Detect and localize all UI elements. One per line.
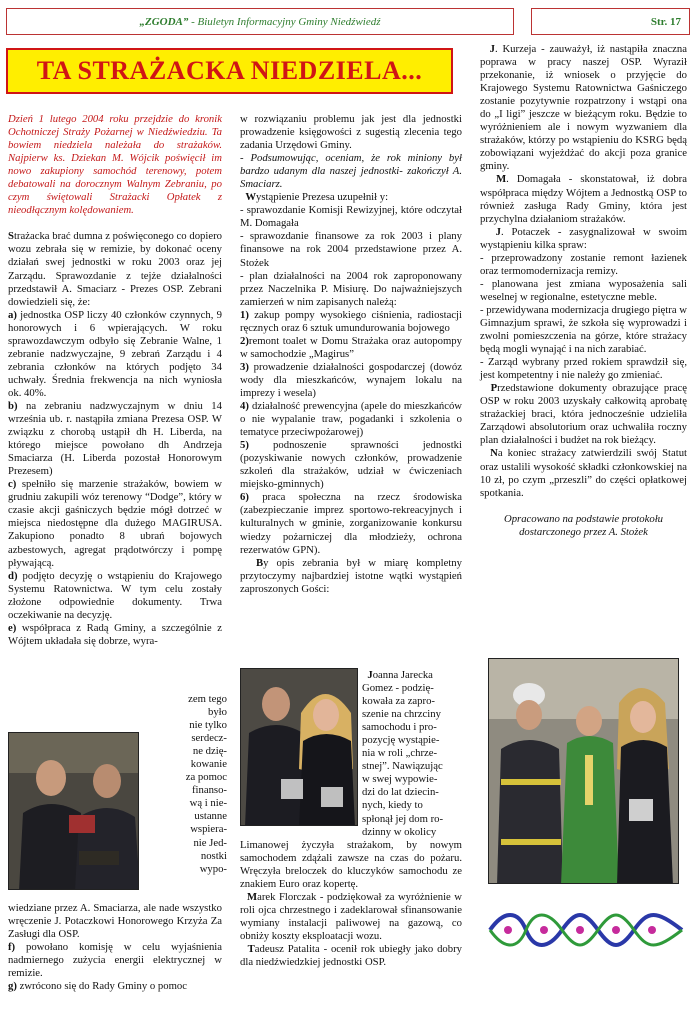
paragraph-text: a koniec strażacy zatwierdzili swój Statut oraz ustalili wysokość składki członkowskiej na 10 zł, po czym „przeszli” do części opłatkowej spotkania. [480,447,688,499]
lead-paragraph: Dzień 1 lutego 2004 roku przejdzie do kronik Ochotniczej Straży Pożarnej w Niedźwiedziu. Ta bowiem niedziela należała do strażaków. Najpierw ks. Dziekan M. Wójcik poświęcił im nowo zakupiony samochód terenowy, potem debatowali na dorocznym Walnym Zebraniu, po czym świętowali Strażacki Opłatek z nieodłącznym kolędowaniem. [8,113,222,217]
list-label: d) [8,569,18,582]
column-1 [8,113,222,648]
wrap-line: wą i nie- [189,797,227,810]
list-item-e [8,622,222,648]
page-number: Str. 17 [650,15,681,28]
paragraph-text: - przewidywana modernizacja drugiego piętra w Gimnazjum sprawi, że szkoła się wyprowadzi i zwolni pomieszczenia na górze, które strażacy będą mogli wynająć i na nich zarabiać. [480,303,687,356]
paragraph-text: - Zarząd wybrany przed rokiem sprawdził się, jest kompetentny i nie należy go zmieniać. [480,356,687,382]
drop-letter: W [245,191,257,204]
wrap-line: nia w roli „chrze- [362,747,438,760]
list-text: jednostka OSP liczy 40 członków czynnych, 9 honorowych i 6 wpierających. W roku sprawozdawczym odbyło się Zebranie Walne, 1 zebranie nadzwyczajne, 9 zebrań Zarządu i 4 zebrania członków na których podjęto 34 uchwały. Średnia frekwencja na nich wyniosła ok. 40%. [8,308,222,399]
wrap-line: Gomez - podzię- [362,682,434,695]
photo-firefighters-priest [488,658,679,884]
list-text: zakup pompy wysokiego ciśnienia, radiostacji ręcznych oraz 6 sztuk umundurowania bojowego [240,308,462,334]
paragraph-text: - plan działalności na 2004 rok zaproponowany przez Naczelnika P. Misiurę. Do najważniejszych zamierzeń w nim zapisanych należą: [240,269,462,308]
wrap-text: oanna Jarecka [372,669,433,681]
photo-image [489,659,679,884]
drop-letter: J [495,225,501,238]
plan-item-5 [240,439,462,491]
wrap-line: spłonął jej dom ro- [362,812,444,825]
plan-item-3 [240,361,462,400]
plan-item-2 [240,335,462,361]
wrap-line: finanso- [191,784,227,797]
list-label: f) [8,941,16,954]
paragraph-text: . Kurzeja - zauważył, iż nastąpiła znaczna poprawa w pracy naszej OSP. Wyraził przekonanie, iż wniosek o przyjęcie do Krajowego Systemu Ratownictwa Gaśniczego zostanie pozytywnie rozpatrzony i wstąpi ona do „I ligi” jeszcze w bieżącym roku. Będzie to wyróżnieniem ale i nowym wyzwaniem dla strażaków, którzy po wstąpieniu do KSRG będą zobowiązani wyjeżdżać do akcji poza granice gminy. [480,43,687,173]
list-label: 4) [240,400,249,413]
paragraph-text: y opis zebrania był w miarę kompletny przytoczymy najbardziej istotne wątki wystąpień zaproszonych Gości: [240,556,462,595]
paragraph-text: . Potaczek - zasygnalizował w swoim wystąpieniu kilka spraw: [480,225,688,251]
paragraph-text: - przeprowadzony zostanie remont łazienek oraz termomodernizacja remizy. [480,251,687,277]
paragraph [480,173,687,225]
wrap-line: wspiera- [190,823,227,836]
paragraph-text: rzedstawione dokumenty obrazujące pracę OSP w roku 2003 uzyskały całkowitą aprobatę strażackiej braci, która jednocześnie udzieliła Zarządowi absolutorium oraz uchwaliła roczny plan działalności i budżet na rok bieżący. [480,382,687,447]
plan-item-4 [240,400,462,439]
wrap-line: dzinny w okolicy [362,825,437,838]
list-label: 3) [240,360,249,373]
list-text: współpraca z Radą Gminy, a szczególnie z Wójtem układała się dobrze, wyra- [8,621,222,647]
drop-letter: J [489,43,495,55]
list-label: 1) [240,308,249,321]
paragraph-text: trażacka brać dumna z poświęconego co dopiero wozu zebrała się w remizie, by dokonać oceny działań swej jednostki w roku 2003 oraz jej Zarządu. Sprawozdanie z tejże działalności przedstawił A. Smaciarz - Prezes OSP. Zebrani dowiedzieli się, że: [8,230,222,308]
list-text: powołano komisję w celu wyjaśnienia nadmiernego zużycia energii elektrycznej w remizie. [8,941,222,980]
paragraph [240,891,462,943]
paragraph [240,557,462,596]
source-caption: Opracowano na podstawie protokołu dostarczonego przez A. Stożek [503,512,664,538]
list-text: spełniło się marzenie strażaków, bowiem w grudniu zakupili wóz terenowy “Dodge”, który w czasie akcji gaśniczych będzie mógł dotrzeć w miejsca niedostępne dla dużego MAGIRUSA. Zakupiono ponadto 8 ubrań bojowych azbestowych, agregat prądotwórczy i pompę pływającą. [8,478,222,569]
header-subtitle: - Biuletyn Informacyjny Gminy Niedźwiedź [188,15,381,28]
paragraph [240,943,462,969]
list-label: g) [8,980,17,993]
drop-letter: B [256,556,264,569]
list-label: e) [8,621,17,634]
drop-letter: N [490,447,498,460]
wrap-line: kowanie [190,758,227,771]
wrap-line: nie Jed- [193,836,227,849]
paragraph [480,226,687,252]
quote-paragraph: - Podsumowując, oceniam, że rok miniony był bardzo udanym dla naszej jednostki- zakończył A. Smaciarz. [240,152,462,191]
list-text: podjęto decyzję o wstąpieniu do Krajowego Systemu Ratownictwa. W tym celu zostały złożone odpowiednie dokumenty. Trwa oczekiwanie na decyzję. [8,569,222,621]
paragraph-text: arek Florczak - podziękował za wyróżnienie w roli ojca chrzestnego i zadeklarował sfinansowanie wymiany instalacji paliwowej na gazową, co obniży koszty eksploatacji wozu. [240,891,462,943]
wrap-line: samochodu i pro- [362,721,437,734]
list-text: remont toalet w Domu Strażaka oraz autopompy w samochodzie „Magirus” [240,334,462,360]
list-label: a) [8,308,17,321]
wrap-line: nostki [200,849,227,862]
paragraph [240,191,462,204]
decorative-ornament [486,908,686,952]
wrap-line: pozycję wystąpie- [362,734,440,747]
paragraph [8,230,222,308]
list-item-b [8,400,222,478]
paragraph-text: Limanowej życzyła strażakom, by nowym samochodem zdążali zawsze na czas do pożaru. Wręczyła breloczek do kluczyków samochodu ze znakiem Euro oraz kopertę. [240,839,462,891]
wrap-line: stnej”. Nawiązując [362,760,443,773]
wrap-line: było [207,706,227,719]
list-item-a [8,309,222,400]
headline-text: TA STRAŻACKA NIEDZIELA... [36,56,423,85]
list-text: działalność prewencyjna (apele do mieszkańców o nie wypalanie traw, pogadanki i szkolenia o tematyce przeciwpożarowej) [240,400,462,439]
list-text: na zebraniu nadzwyczajnym w dniu 14 września ub. r. nastąpiła zmiana Prezesa OSP. W związku z chorobą ustąpił dh H. Liberda, na którego miejsce powołano dh Andrzeja Smaciarza (H. Liberda pozostał Honorowym Prezesem) [8,399,222,478]
list-label: c) [8,478,17,491]
wrap-line: ne dzię- [192,745,227,758]
list-item-c [8,478,222,569]
plan-item-6 [240,491,462,556]
wrap-line: w swej wypowie- [362,773,438,786]
wrap-line: serdecz- [191,732,227,745]
paragraph-text: ystąpienie Prezesa uzupełnił y: [256,191,389,204]
wrap-line: szenie na chrzciny [362,708,441,721]
list-label: b) [8,399,18,412]
photo-image [9,733,139,890]
drop-letter: M [496,173,507,186]
wrap-line: zem tego [188,693,227,705]
wrap-line: za pomoc [185,771,227,784]
list-text: prowadzenie działalności gospodarczej (dowóz wody dla mieszkańców, wynajem lokalu na imprezy i wesela) [240,360,462,399]
list-item-d [8,570,222,622]
wrap-line: nych, kiedy to [362,799,423,812]
article-headline [6,48,453,94]
wrap-line: nie tylko [189,719,227,732]
wrap-line: ustanne [194,810,227,823]
wrap-text-column-1 [143,693,227,876]
paragraph-text: adeusz Patalita - ocenił rok ubiegły jako dobry dla niedźwiedzkiej jednostki OSP. [240,943,462,969]
paragraph [480,447,687,499]
drop-letter: S [8,230,14,243]
header-page-box [531,8,690,35]
list-label: 2) [240,334,249,347]
list-item-g [8,980,222,993]
header-title-box [6,8,514,35]
photo-image [241,669,358,826]
list-item-f [8,941,222,980]
column-1-continued [8,902,222,993]
paragraph [480,43,687,173]
paragraph-text: - sprawozdanie Komisji Rewizyjnej, które odczytał M. Domagała [240,204,462,230]
drop-letter: T [247,943,255,956]
paragraph-text: . Domagała - skonstatował, iż dobra współpraca między Wójtem a Jednostką OSP to również zasługa Rady Gminy, która jest przychylna działaniom strażaków. [480,173,687,225]
column-2-continued [240,839,462,969]
paragraph-text: wiedziane przez A. Smaciarza, ale nade wszystko wręczenie J. Potaczkowi Honorowego Krzyża Za Zasługi dla OSP. [8,902,222,941]
wrap-line: wypo- [199,862,227,875]
wrap-text-column-2 [362,669,464,839]
drop-letter: J [367,669,373,681]
photo-godparents [240,668,358,826]
list-text: praca społeczna na rzecz środowiska (zabezpieczanie imprez sportowo-rekreacyjnych i kulturalnych w gminie, zorganizowanie konkursu wiedzy pożarniczej dla młodzieży, ochrona rezerwatów GPN). [240,491,462,556]
list-label: 6) [240,491,249,504]
drop-letter: M [246,891,258,904]
list-label: 5) [240,439,249,452]
column-3 [480,43,687,539]
paragraph-text: - planowana jest zmiana wyposażenia sali weselnej w regionalne, estetyczne meble. [480,277,687,303]
drop-letter: P [490,382,498,395]
paragraph-text: w rozwiązaniu problemu jak jest dla jednostki prowadzenie księgowości z sugestią zlecenia tego zadania Urzędowi Gminy. [240,113,462,152]
paragraph-text: - sprawozdanie finansowe za rok 2003 i plany finansowe na rok 2004 przedstawione przez A. Stożek [240,230,462,269]
paragraph [480,382,687,447]
header-zgoda: „ZGODA” [139,15,189,28]
wrap-line: dzi do lat dziecin- [362,786,439,799]
list-text: zwrócono się do Rady Gminy o pomoc [16,980,187,993]
column-2 [240,113,462,596]
wrap-line: kowała za zapro- [362,695,435,708]
photo-award-handover [8,732,139,890]
plan-item-1 [240,309,462,335]
list-text: podnoszenie sprawności jednostki (pozyskiwanie nowych członków, prowadzenie szkoleń dla strażaków, udział w ćwiczeniach miejsko-gminnych) [240,439,462,491]
wrap-line [362,669,464,682]
